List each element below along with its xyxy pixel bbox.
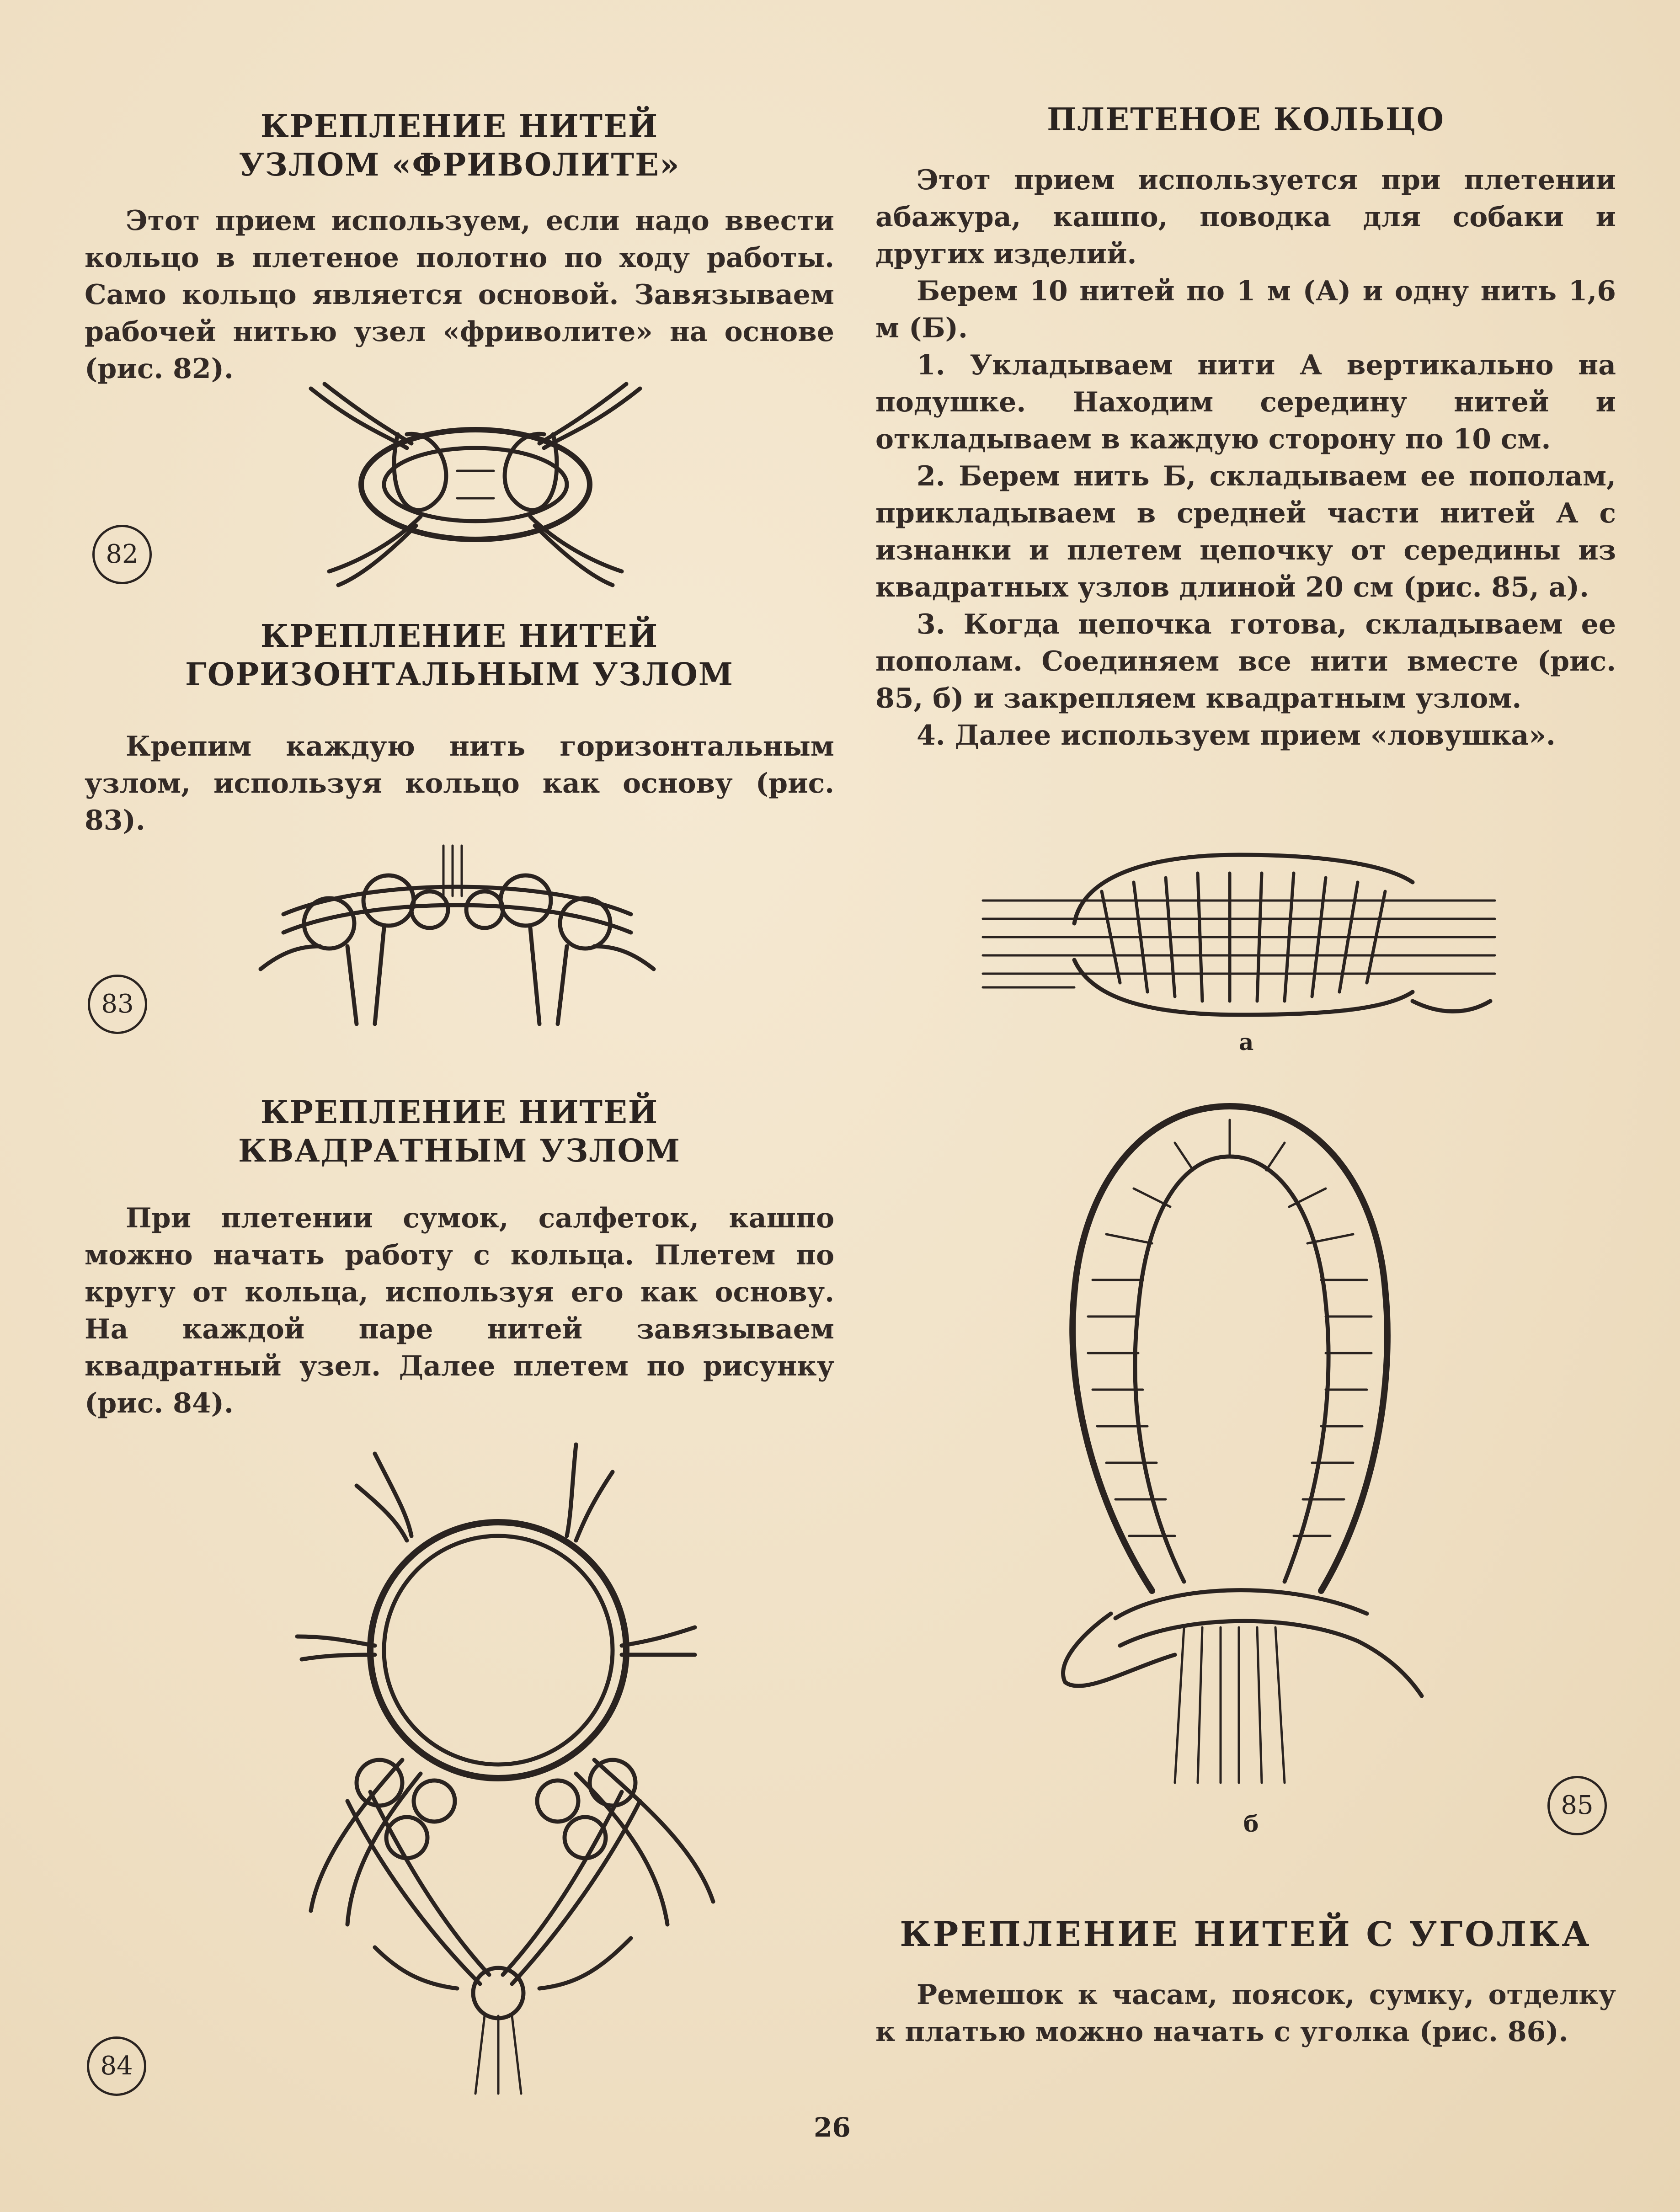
figure-82-frivolite-knot — [302, 379, 649, 590]
paragraph-1: Этот прием используется при плетении абажура, кашпо, поводка для собаки и других изделий. — [875, 164, 1616, 270]
figure-83-number: 83 — [88, 975, 147, 1034]
heading-square-knot: КРЕПЛЕНИЕ НИТЕЙ КВАДРАТНЫМ УЗЛОМ — [238, 1094, 681, 1169]
heading-horizontal-knot: КРЕПЛЕНИЕ НИТЕЙ ГОРИЗОНТАЛЬНЫМ УЗЛОМ — [185, 618, 734, 693]
text-square-knot: При плетении сумок, салфеток, кашпо можно начать работу с кольца. Плетем по кругу от кольца, используя его как основу. На каждой паре нитей завязываем квадратный узел. Далее плетем по рисунку (рис. 84). — [85, 1202, 834, 1419]
text-frivolite: Этот прием используем, если надо ввести кольцо в плетеное полотно по ходу работы. Само кольцо является основой. Завязываем рабочей нитью узел «фриволите» на основе (рис. 82). — [85, 205, 834, 385]
paragraph-6: 4. Далее используем прием «ловушка». — [917, 720, 1556, 752]
section-horizontal-knot — [85, 617, 834, 839]
paragraph-2: Берем 10 нитей по 1 м (А) и одну нить 1,6 м (Б). — [875, 275, 1616, 344]
paragraph-5: 3. Когда цепочка готова, складываем ее пополам. Соединяем все нити вместе (рис. 85, б) и закрепляем квадратным узлом. — [875, 608, 1616, 714]
text-corner: Ремешок к часам, поясок, сумку, отделку к платью можно начать с уголка (рис. 86). — [875, 1979, 1616, 2048]
figure-85b-ring — [1038, 1088, 1431, 1783]
section-corner — [875, 1915, 1616, 2051]
figure-85-number: 85 — [1547, 1776, 1607, 1835]
heading-corner: КРЕПЛЕНИЕ НИТЕЙ С УГОЛКА — [900, 1915, 1592, 1954]
paragraph-3: 1. Укладываем нити А вертикально на подушке. Находим середину нитей и откладываем в каждую сторону по 10 см. — [875, 349, 1616, 455]
heading-frivolite: КРЕПЛЕНИЕ НИТЕЙ УЗЛОМ «ФРИВОЛИТЕ» — [239, 108, 680, 183]
section-square-knot — [85, 1093, 834, 1422]
figure-83-horizontal-knot — [256, 841, 658, 1033]
caption-85b: б — [1243, 1810, 1259, 1837]
section-frivolite — [85, 107, 834, 388]
page-number: 26 — [814, 2112, 851, 2143]
figure-84-square-knot — [283, 1444, 777, 2094]
text-horizontal-knot: Крепим каждую нить горизонтальным узлом, используя кольцо как основу (рис. 83). — [85, 730, 834, 837]
heading-braided-ring: ПЛЕТЕНОЕ КОЛЬЦО — [1047, 101, 1445, 138]
figure-85a-chain — [983, 846, 1495, 1029]
figure-84-number: 84 — [87, 2036, 146, 2096]
figure-82-number: 82 — [92, 525, 152, 584]
caption-85a: а — [1239, 1029, 1254, 1055]
section-braided-ring — [875, 101, 1616, 754]
paragraph-4: 2. Берем нить Б, складываем ее пополам, прикладываем в средней части нитей А с изнанки и плетем цепочку от середины из квадратных узлов длиной 20 см (рис. 85, а). — [875, 460, 1616, 603]
